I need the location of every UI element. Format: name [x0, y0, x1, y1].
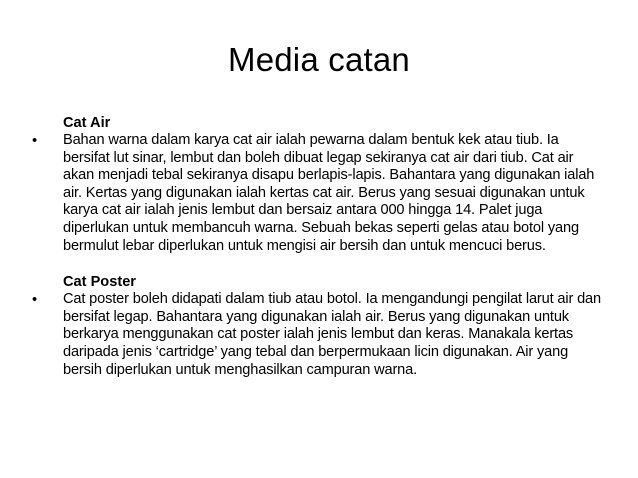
- bullet-icon: •: [32, 292, 38, 309]
- section-heading-cat-poster: Cat Poster: [63, 274, 136, 291]
- bullet-item-cat-poster: [32, 291, 604, 379]
- section-heading-cat-air: Cat Air: [63, 115, 111, 131]
- bullet-text-cat-poster: Cat poster boleh didapati dalam tiub atau botol. Ia mengandungi pengilat larut air dan bersifat legap. Bahantara yang digunakan ialah air. Berus yang digunakan untuk berkarya menggunakan cat poster ialah jenis lembut dan keras. Manakala kertas daripada jenis ‘cartridge’ yang tebal dan berpermukaan licin digunakan. Air yang bersih diperlukan untuk menghasilkan campuran warna.: [63, 291, 601, 378]
- bullet-item-cat-air: [32, 132, 604, 255]
- slide-title: Media catan: [228, 41, 410, 78]
- bullet-text-cat-air: Bahan warna dalam karya cat air ialah pewarna dalam bentuk kek atau tiub. Ia bersifat lut sinar, lembut dan boleh dibuat legap sekiranya cat air dari tiub. Cat air akan menjadi tebal sekiranya disapu berlapis-lapis. Bahantara yang digunakan ialah air. Kertas yang digunakan ialah kertas cat air. Berus yang sesuai digunakan untuk karya cat air ialah jenis lembut dan bersaiz antara 000 hingga 14. Palet juga diperlukan untuk membancuh warna. Sebuah bekas seperti gelas atau botol yang bermulut lebar diperlukan untuk mengisi air bersih dan untuk mencuci berus.: [63, 132, 595, 254]
- bullet-icon: •: [32, 133, 38, 149]
- section-spacer: [32, 255, 604, 273]
- slide-content: [32, 114, 604, 379]
